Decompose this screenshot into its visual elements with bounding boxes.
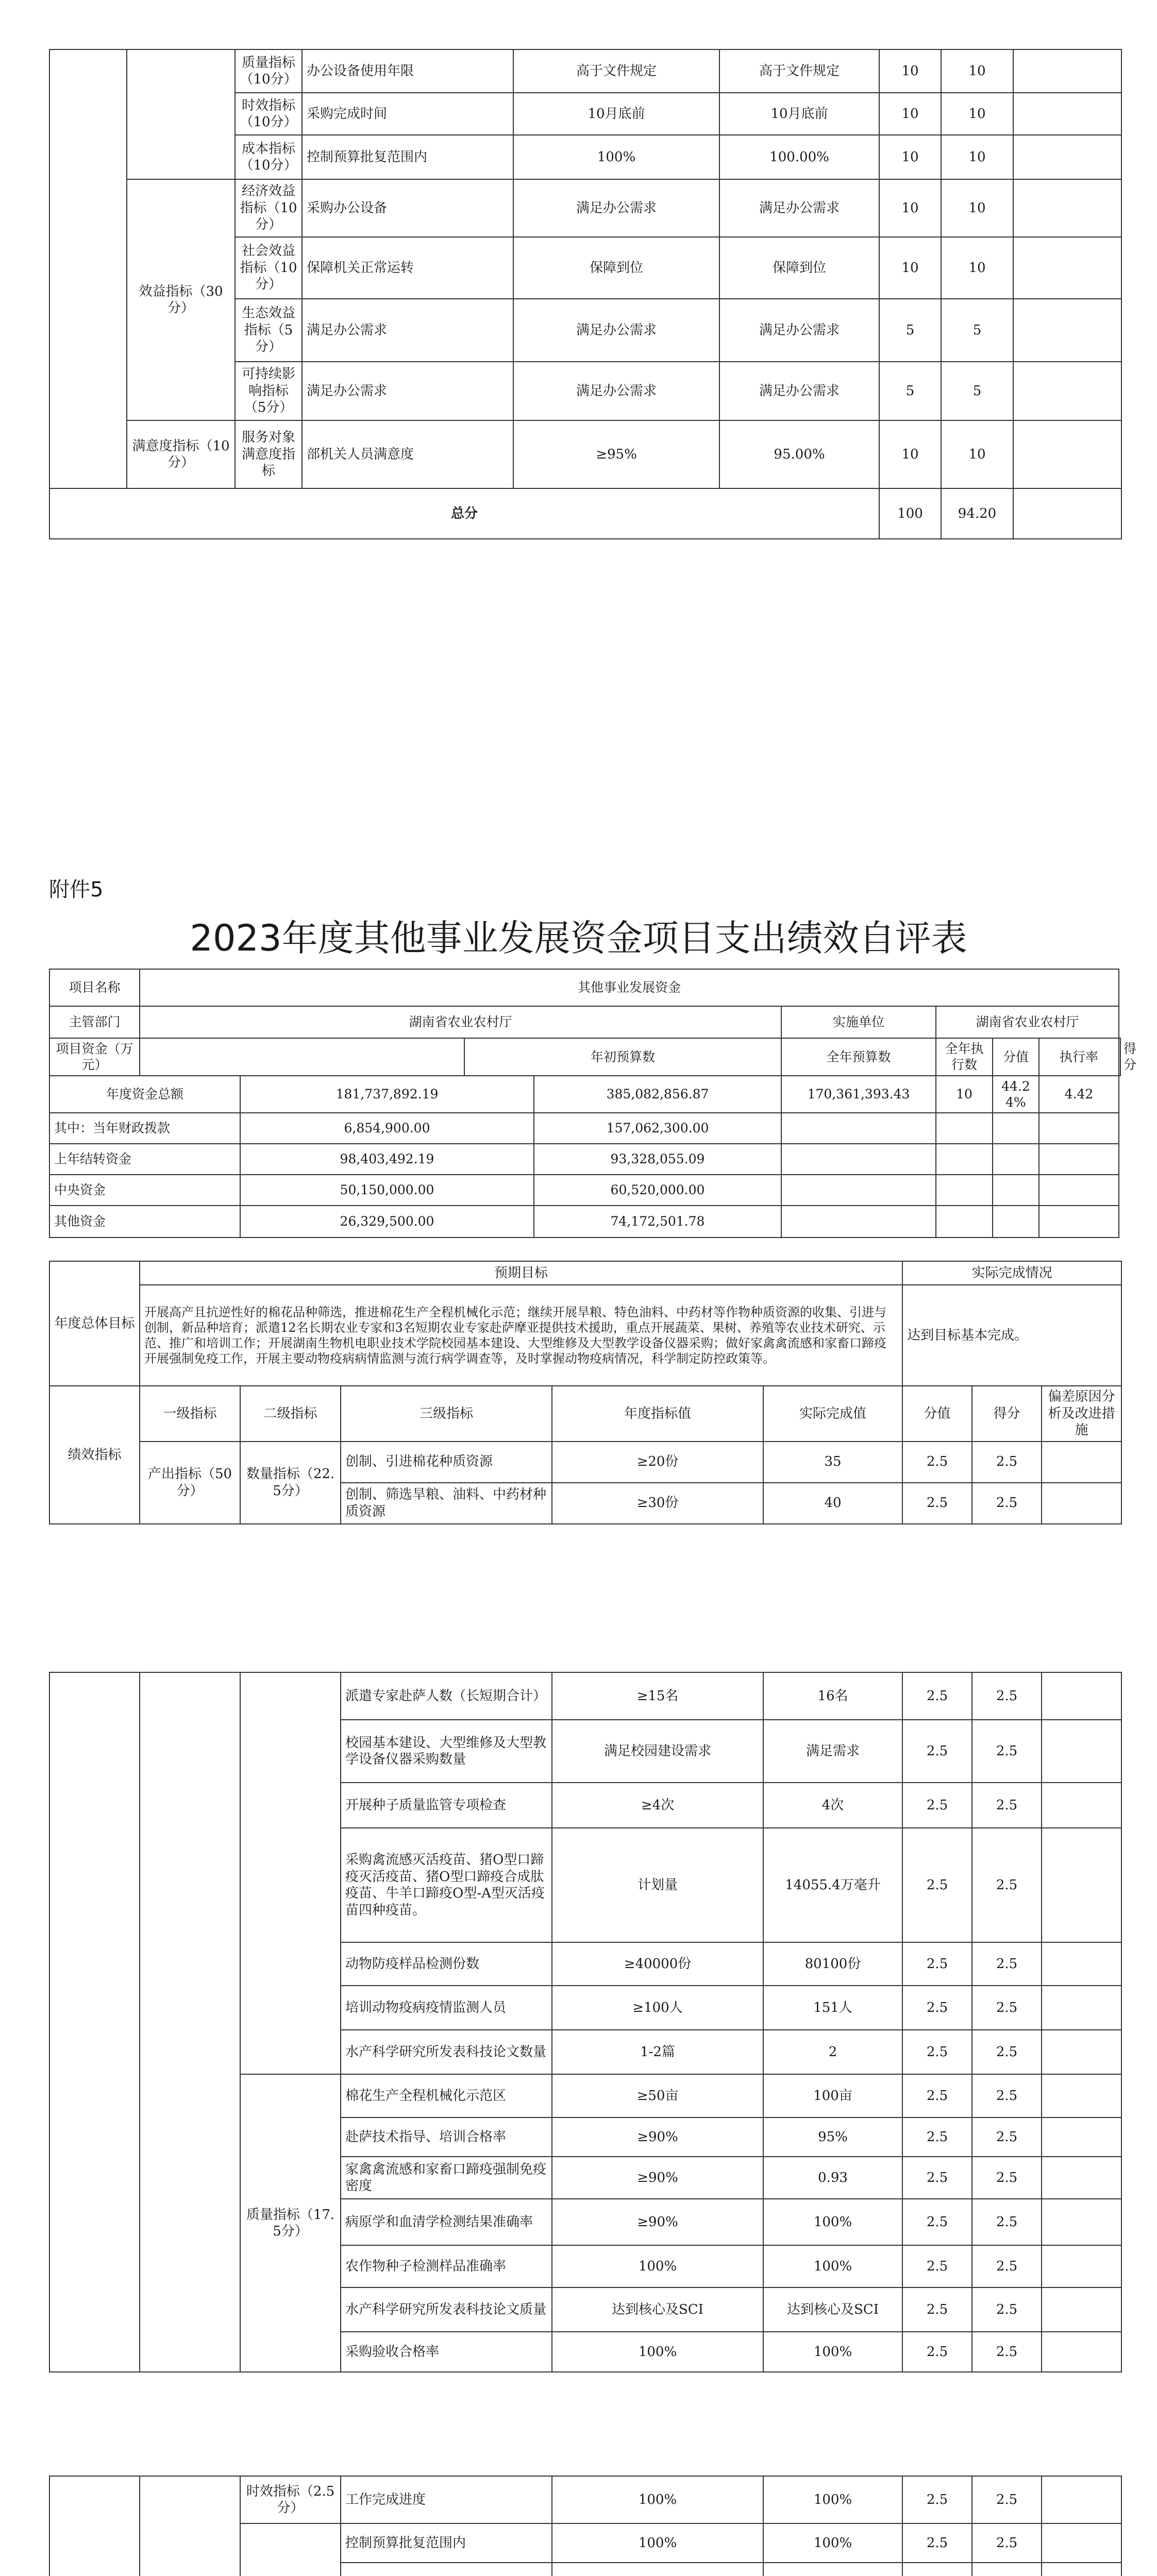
row-score: 2.5 <box>902 2523 972 2563</box>
row-score: 2.5 <box>902 2245 972 2287</box>
self-evaluation-form <box>49 969 1137 1238</box>
row-l4: 采购完成时间 <box>302 93 513 135</box>
row-got: 10 <box>941 49 1013 93</box>
row-got: 2.5 <box>972 1483 1042 1524</box>
table-row <box>49 420 1121 488</box>
row-reason <box>1042 2157 1121 2199</box>
row-l4: 满足办公需求 <box>302 362 513 420</box>
row-actual: 满足办公需求 <box>719 299 879 362</box>
fund-rate: 44.24% <box>993 1076 1039 1113</box>
row-target: 高于文件规定 <box>513 49 719 93</box>
row-reason <box>1042 1720 1121 1783</box>
blank-l0 <box>49 1672 140 2372</box>
row-actual: 0.93 <box>763 2157 902 2199</box>
row-reason <box>1042 1783 1121 1828</box>
row-l3: 水产科学研究所发表科技论文质量 <box>341 2287 552 2332</box>
row-got: 2.5 <box>972 1986 1042 2030</box>
fund-name: 其中：当年财政拨款 <box>49 1113 240 1144</box>
row-actual: 达到核心及SCI <box>763 2287 902 2332</box>
row-actual: 100% <box>763 2523 902 2563</box>
row-got: 5 <box>941 299 1013 362</box>
row-actual: 4次 <box>763 1783 902 1828</box>
dept-value: 湖南省农业农村厅 <box>140 1006 781 1038</box>
qty-label: 数量指标（22.5分） <box>240 1442 341 1524</box>
fund-got <box>1039 1113 1119 1144</box>
output-label: 产出指标（50分） <box>140 1442 240 1524</box>
table-row <box>49 1144 1120 1175</box>
quality-label: 质量指标（17.5分） <box>240 2074 341 2372</box>
row-actual: 100亩 <box>763 2074 902 2117</box>
row-reason <box>1042 1942 1121 1986</box>
row-reason <box>1042 2332 1121 2372</box>
row-actual: 151人 <box>763 1986 902 2030</box>
fund-score <box>936 1144 993 1175</box>
row-got: 2.5 <box>972 1672 1042 1720</box>
fund-full: 74,172,501.78 <box>534 1206 781 1238</box>
row-target: 满足办公需求 <box>513 299 719 362</box>
head-exec: 全年执行数 <box>936 1038 993 1076</box>
row-actual: 40 <box>763 1483 902 1524</box>
row-reason <box>1013 135 1121 179</box>
fund-score <box>936 1206 993 1238</box>
blank-l2 <box>240 1672 341 2074</box>
fund-rate <box>993 1144 1039 1175</box>
row-target: ≥90% <box>552 2117 763 2157</box>
row-got: 10 <box>941 135 1013 179</box>
goal-expected-text: 开展高产且抗逆性好的棉花品种筛选，推进棉花生产全程机械化示范；继续开展旱粮、特色油料、中药材等作物种质资源的收集、引进与创制，新品种培育；派遣12名长期农业专家和3名短期农业专家赴萨摩亚提供技术援助，重点开展蔬菜、果树、养殖等农业技术研究、示范、推广和培训工作；开展湖南生物机电职业技术学院校园基本建设、大型维修及大型教学设备仪器采购；做好家禽禽流感和家畜口蹄疫开展强制免疫工作，开展主要动物疫病病情监测与流行病学调查等，及时掌握动物疫病情况，科学制定防控政策等。 <box>140 1285 902 1386</box>
time-label: 时效指标（2.5分） <box>240 2476 341 2523</box>
fund-got <box>1039 1144 1119 1175</box>
fund-exec <box>781 1113 936 1144</box>
row-score: 2.5 <box>902 1828 972 1942</box>
row-got: 10 <box>941 179 1013 237</box>
ind-head-actual: 实际完成值 <box>763 1386 902 1442</box>
page4-indicator-table <box>49 2476 1122 2576</box>
row-reason <box>1042 2563 1121 2576</box>
row-got: 2.5 <box>972 1783 1042 1828</box>
row-actual: 2 <box>763 2030 902 2074</box>
row-l3 <box>341 2563 552 2576</box>
row-score: 10 <box>879 420 941 488</box>
fund-exec <box>781 1144 936 1175</box>
row-l3: 动物防疫样品检测份数 <box>341 1942 552 1986</box>
row-target: ≥30份 <box>552 1483 763 1524</box>
row-target: ≥4次 <box>552 1783 763 1828</box>
row-target: 满足校园建设需求 <box>552 1720 763 1783</box>
row-l4: 办公设备使用年限 <box>302 49 513 93</box>
table-row <box>49 179 1121 237</box>
ind-head-l2: 二级指标 <box>240 1386 341 1442</box>
row-got: 2.5 <box>972 2523 1042 2563</box>
fund-score: 10 <box>936 1076 993 1113</box>
row-score: 2.5 <box>902 1720 972 1783</box>
row-score: 2.5 <box>902 2074 972 2117</box>
goal-expected-head: 预期目标 <box>140 1261 902 1285</box>
row-l3: 农作物种子检测样品准确率 <box>341 2245 552 2287</box>
fund-budget: 6,854,900.00 <box>240 1113 534 1144</box>
row-l3: 病原学和血清学检测结果准确率 <box>341 2199 552 2245</box>
fund-name: 上年结转资金 <box>49 1144 240 1175</box>
project-name-value: 其他事业发展资金 <box>140 969 1119 1006</box>
row-target: ≥90% <box>552 2199 763 2245</box>
row-target: ≥40000份 <box>552 1942 763 1986</box>
row-got: 2.5 <box>972 2074 1042 2117</box>
fund-budget: 50,150,000.00 <box>240 1175 534 1206</box>
row-l3: 创制、引进棉花种质资源 <box>341 1442 552 1483</box>
row-l3: 家禽禽流感和家畜口蹄疫强制免疫密度 <box>341 2157 552 2199</box>
row-reason <box>1042 2476 1121 2523</box>
row-l3: 棉花生产全程机械化示范区 <box>341 2074 552 2117</box>
row-got: 10 <box>941 93 1013 135</box>
row-got: 2.5 <box>972 2117 1042 2157</box>
cost-label <box>240 2523 341 2576</box>
row-got: 2.5 <box>972 2199 1042 2245</box>
page-title: 2023年度其他事业发展资金项目支出绩效自评表 <box>190 917 967 959</box>
page3-indicator-table <box>49 1672 1122 2372</box>
row-score: 2.5 <box>902 1942 972 1986</box>
row-target: ≥50亩 <box>552 2074 763 2117</box>
benefit-label: 效益指标（30分） <box>127 179 235 420</box>
impl-value: 湖南省农业农村厅 <box>936 1006 1119 1038</box>
ind-head-l1: 一级指标 <box>140 1386 240 1442</box>
head-budget: 年初预算数 <box>464 1038 781 1076</box>
head-got: 得分 <box>1119 1038 1120 1076</box>
row-target: ≥15名 <box>552 1672 763 1720</box>
row-score: 10 <box>879 179 941 237</box>
total-reason <box>1013 488 1121 539</box>
row-score: 10 <box>879 49 941 93</box>
row-reason <box>1013 179 1121 237</box>
row-actual: 100% <box>763 2199 902 2245</box>
row-score <box>902 2563 972 2576</box>
row-score: 2.5 <box>902 2117 972 2157</box>
fund-budget: 26,329,500.00 <box>240 1206 534 1238</box>
row-l3: 生态效益指标（5分） <box>235 299 302 362</box>
row-target: 满足办公需求 <box>513 362 719 420</box>
row-score: 2.5 <box>902 2287 972 2332</box>
row-target: 100% <box>552 2245 763 2287</box>
total-score: 100 <box>879 488 941 539</box>
row-reason <box>1013 49 1121 93</box>
fund-full: 93,328,055.09 <box>534 1144 781 1175</box>
attachment-label: 附件5 <box>49 878 104 902</box>
row-target: 10月底前 <box>513 93 719 135</box>
project-name-label: 项目名称 <box>49 969 140 1006</box>
dept-label: 主管部门 <box>49 1006 140 1038</box>
goal-label: 年度总体目标 <box>49 1261 140 1386</box>
total-label: 总分 <box>49 488 879 539</box>
fund-rate <box>993 1113 1039 1144</box>
row-actual: 16名 <box>763 1672 902 1720</box>
row-got: 2.5 <box>972 1942 1042 1986</box>
row-reason <box>1042 2287 1121 2332</box>
ind-head-reason: 偏差原因分析及改进措施 <box>1042 1386 1121 1442</box>
row-score: 2.5 <box>902 2476 972 2523</box>
row-actual: 100% <box>763 2476 902 2523</box>
row-target: 100% <box>513 135 719 179</box>
blank-l0 <box>49 2476 140 2576</box>
fund-name: 其他资金 <box>49 1206 240 1238</box>
row-got: 2.5 <box>972 1720 1042 1783</box>
row-score: 2.5 <box>902 2157 972 2199</box>
blank-l2 <box>127 49 235 179</box>
fund-score <box>936 1175 993 1206</box>
fund-exec <box>781 1206 936 1238</box>
row-got: 10 <box>941 237 1013 299</box>
row-target: 保障到位 <box>513 237 719 299</box>
row-score: 2.5 <box>902 1986 972 2030</box>
row-reason <box>1042 1828 1121 1942</box>
table-row <box>49 2476 1121 2523</box>
fund-rate <box>993 1175 1039 1206</box>
row-target: 100% <box>552 2523 763 2563</box>
row-actual: 100% <box>763 2245 902 2287</box>
fund-rate <box>993 1206 1039 1238</box>
row-l3: 服务对象满意度指标 <box>235 420 302 488</box>
row-actual: 14055.4万毫升 <box>763 1828 902 1942</box>
row-reason <box>1042 2030 1121 2074</box>
row-l4: 保障机关正常运转 <box>302 237 513 299</box>
ind-head-score: 分值 <box>902 1386 972 1442</box>
table-row <box>49 49 1121 93</box>
row-target: 达到核心及SCI <box>552 2287 763 2332</box>
row-l3: 采购禽流感灭活疫苗、猪O型口蹄疫灭活疫苗、猪O型口蹄疫合成肽疫苗、牛羊口蹄疫O型-A型灭活疫苗四种疫苗。 <box>341 1828 552 1942</box>
row-reason <box>1013 299 1121 362</box>
row-reason <box>1042 1672 1121 1720</box>
fund-name: 年度资金总额 <box>49 1076 240 1113</box>
head-rate: 执行率 <box>1039 1038 1119 1076</box>
row-score: 2.5 <box>902 2199 972 2245</box>
row-l3: 培训动物疫病疫情监测人员 <box>341 1986 552 2030</box>
row-score: 5 <box>879 362 941 420</box>
table-row <box>49 1076 1120 1113</box>
row-reason <box>1042 2074 1121 2117</box>
table-row <box>49 1175 1120 1206</box>
row-target: 100% <box>552 2332 763 2372</box>
row-score: 2.5 <box>902 1442 972 1483</box>
row-reason <box>1013 362 1121 420</box>
row-got: 2.5 <box>972 2476 1042 2523</box>
row-score: 10 <box>879 237 941 299</box>
fund-full: 385,082,856.87 <box>534 1076 781 1113</box>
page1-indicator-table <box>49 49 1122 539</box>
ind-head-l3: 三级指标 <box>341 1386 552 1442</box>
row-target: 100% <box>552 2476 763 2523</box>
row-l4: 满足办公需求 <box>302 299 513 362</box>
row-score: 10 <box>879 93 941 135</box>
fund-name: 中央资金 <box>49 1175 240 1206</box>
table-row <box>49 488 1121 539</box>
goal-and-indicator-table <box>49 1261 1122 1524</box>
row-target: ≥20份 <box>552 1442 763 1483</box>
row-reason <box>1042 1986 1121 2030</box>
funds-label: 项目资金（万元） <box>49 1038 140 1076</box>
fund-full: 60,520,000.00 <box>534 1175 781 1206</box>
row-actual: 35 <box>763 1442 902 1483</box>
row-reason <box>1013 237 1121 299</box>
fund-got <box>1039 1175 1119 1206</box>
row-got: 10 <box>941 420 1013 488</box>
row-l4: 控制预算批复范围内 <box>302 135 513 179</box>
fund-budget: 181,737,892.19 <box>240 1076 534 1113</box>
row-got <box>972 2563 1042 2576</box>
row-l3: 经济效益指标（10分） <box>235 179 302 237</box>
fund-score <box>936 1113 993 1144</box>
row-actual: 100% <box>763 2332 902 2372</box>
row-reason <box>1013 420 1121 488</box>
row-reason <box>1042 2523 1121 2563</box>
head-score: 分值 <box>993 1038 1039 1076</box>
row-target: ≥100人 <box>552 1986 763 2030</box>
row-l3: 控制预算批复范围内 <box>341 2523 552 2563</box>
table-row <box>49 1206 1120 1238</box>
row-actual: 80100份 <box>763 1942 902 1986</box>
fund-got: 4.42 <box>1039 1076 1119 1113</box>
row-actual <box>763 2563 902 2576</box>
row-reason <box>1042 2245 1121 2287</box>
row-l3: 可持续影响指标（5分） <box>235 362 302 420</box>
fund-budget: 98,403,492.19 <box>240 1144 534 1175</box>
row-target: ≥90% <box>552 2157 763 2199</box>
row-l3: 赴萨技术指导、培训合格率 <box>341 2117 552 2157</box>
row-l3: 创制、筛选旱粮、油料、中药材种质资源 <box>341 1483 552 1524</box>
row-got: 2.5 <box>972 1442 1042 1483</box>
table-row <box>49 1113 1120 1144</box>
row-l4: 采购办公设备 <box>302 179 513 237</box>
perf-label: 绩效指标 <box>49 1386 140 1524</box>
row-l3: 社会效益指标（10分） <box>235 237 302 299</box>
fund-got <box>1039 1206 1119 1238</box>
row-target: 1-2篇 <box>552 2030 763 2074</box>
row-l3: 派遣专家赴萨人数（长短期合计） <box>341 1672 552 1720</box>
row-actual: 满足需求 <box>763 1720 902 1783</box>
row-l3: 成本指标（10分） <box>235 135 302 179</box>
row-actual: 100.00% <box>719 135 879 179</box>
row-score: 2.5 <box>902 2030 972 2074</box>
row-reason <box>1042 2117 1121 2157</box>
blank-l1 <box>140 1672 240 2372</box>
row-actual: 保障到位 <box>719 237 879 299</box>
blank-output <box>140 2476 240 2576</box>
row-got: 2.5 <box>972 2245 1042 2287</box>
row-actual: 满足办公需求 <box>719 179 879 237</box>
impl-label: 实施单位 <box>781 1006 936 1038</box>
row-got: 2.5 <box>972 2332 1042 2372</box>
row-score: 2.5 <box>902 1483 972 1524</box>
fund-exec <box>781 1175 936 1206</box>
row-score: 2.5 <box>902 1783 972 1828</box>
satisfaction-label: 满意度指标（10分） <box>127 420 235 488</box>
row-actual: 95.00% <box>719 420 879 488</box>
row-reason <box>1013 93 1121 135</box>
row-l3: 校园基本建设、大型维修及大型教学设备仪器采购数量 <box>341 1720 552 1783</box>
goal-actual-head: 实际完成情况 <box>902 1261 1121 1285</box>
row-got: 2.5 <box>972 2030 1042 2074</box>
row-score: 5 <box>879 299 941 362</box>
row-actual: 满足办公需求 <box>719 362 879 420</box>
row-target: ≥95% <box>513 420 719 488</box>
goal-actual-text: 达到目标基本完成。 <box>902 1285 1121 1386</box>
row-l3: 水产科学研究所发表科技论文数量 <box>341 2030 552 2074</box>
fund-full: 157,062,300.00 <box>534 1113 781 1144</box>
row-score: 2.5 <box>902 2332 972 2372</box>
row-score: 10 <box>879 135 941 179</box>
row-l3: 工作完成进度 <box>341 2476 552 2523</box>
row-reason <box>1042 2199 1121 2245</box>
total-got: 94.20 <box>941 488 1013 539</box>
ind-head-target: 年度指标值 <box>552 1386 763 1442</box>
row-l3: 采购验收合格率 <box>341 2332 552 2372</box>
blank-l1 <box>49 49 127 488</box>
row-actual: 高于文件规定 <box>719 49 879 93</box>
row-l4: 部机关人员满意度 <box>302 420 513 488</box>
row-got: 2.5 <box>972 2287 1042 2332</box>
row-actual: 95% <box>763 2117 902 2157</box>
head-full: 全年预算数 <box>781 1038 936 1076</box>
row-got: 5 <box>941 362 1013 420</box>
row-target: 计划量 <box>552 1828 763 1942</box>
row-got: 2.5 <box>972 1828 1042 1942</box>
table-row <box>49 1672 1121 1720</box>
row-l3: 开展种子质量监管专项检查 <box>341 1783 552 1828</box>
row-l3: 质量指标（10分） <box>235 49 302 93</box>
row-target <box>552 2563 763 2576</box>
row-l3: 时效指标（10分） <box>235 93 302 135</box>
fund-exec: 170,361,393.43 <box>781 1076 936 1113</box>
ind-head-got: 得分 <box>972 1386 1042 1442</box>
row-actual: 10月底前 <box>719 93 879 135</box>
row-score: 2.5 <box>902 1672 972 1720</box>
row-got: 2.5 <box>972 2157 1042 2199</box>
row-target: 满足办公需求 <box>513 179 719 237</box>
